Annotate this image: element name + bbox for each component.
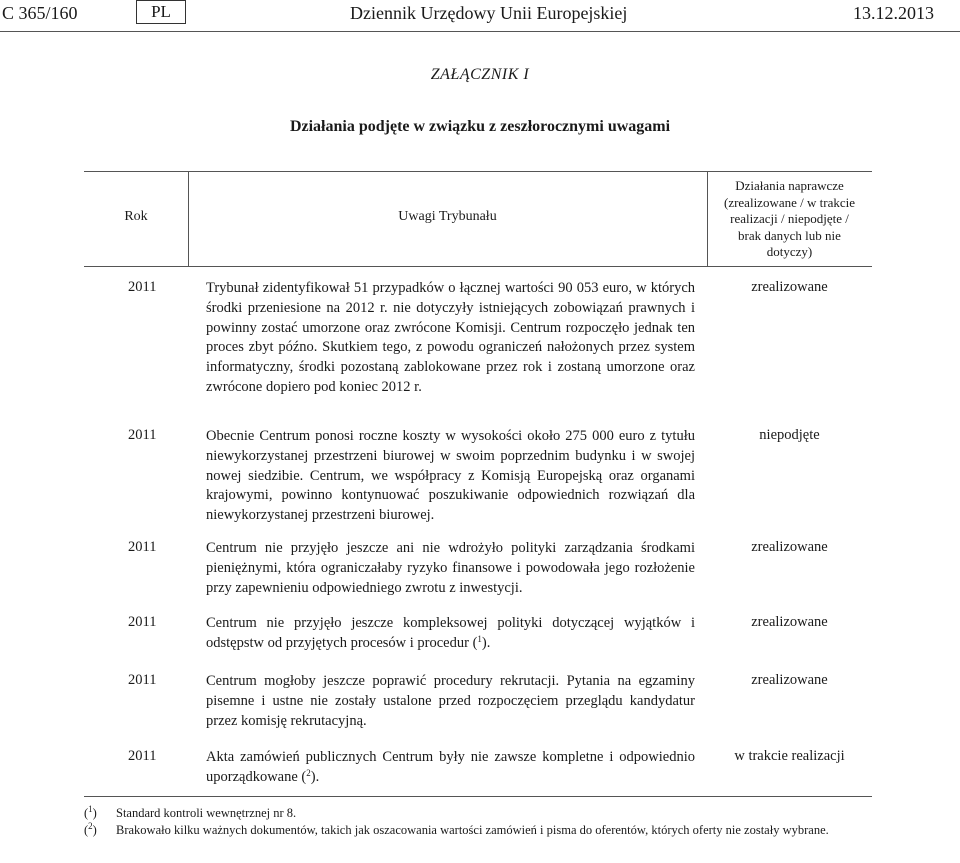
publication-date: 13.12.2013 [853, 3, 934, 23]
footnotes [84, 805, 874, 838]
row-remark: Trybunał zidentyfikował 51 przypadków o łącznej wartości 90 053 euro, w których środki przeniesione na 2012 r. nie dotyczyły istniejących zobowiązań prawnych i powinny zostać umorzone oraz zwrócone Komisji. Centrum rozpoczęło jednak ten proces zbyt późno. Skutkiem tego, z powodu ograniczeń nałożonych przez system informatyczny, środki pozostaną zablokowane przez rok i zostaną umorzone oraz zwrócone dopiero pod koniec 2012 r. [206, 280, 695, 395]
row-status: zrealizowane [751, 539, 828, 555]
remark-text: Akta zamówień publicznych Centrum były nie zawsze kompletne i odpowiednio uporządkowane ( [206, 749, 695, 785]
table-bottom-rule [84, 796, 872, 797]
row-year: 2011 [128, 614, 157, 630]
row-year: 2011 [128, 279, 157, 295]
remark-text-end: ). [481, 634, 491, 651]
header-line: brak danych lub nie [738, 227, 841, 243]
row-year: 2011 [128, 672, 157, 688]
row-year: 2011 [128, 748, 157, 764]
remark-text: Centrum nie przyjęło jeszcze kompleksowej polityki dotyczącej wyjątków i odstępstw od przyjętych procesów i procedur ( [206, 615, 695, 651]
row-remark: Centrum mogłoby jeszcze poprawić procedury rekrutacji. Pytania na egzaminy pisemne i ustne nie zostały ustalone przed rozpoczęciem przeglądu kandydatur przez komisję rekrutacyjną. [206, 673, 695, 729]
footnote-number: 2 [88, 820, 93, 831]
footnote-paren: ( [84, 822, 89, 837]
table-top-rule [84, 171, 872, 172]
footnote-text: Standard kontroli wewnętrznej nr 8. [116, 806, 297, 820]
journal-title: Dziennik Urzędowy Unii Europejskiej [350, 3, 628, 23]
header-line: (zrealizowane / w trakcie [723, 194, 855, 210]
header-line: realizacji / niepodjęte / [730, 211, 849, 226]
annex-title: ZAŁĄCZNIK I [430, 66, 530, 83]
remark-text-end: ). [310, 768, 320, 785]
column-header-remarks: Uwagi Trybunału [398, 209, 497, 224]
column-header-year: Rok [124, 209, 148, 224]
footnote-ref[interactable]: 1 [477, 633, 482, 644]
row-year: 2011 [128, 539, 157, 555]
footnote-text: Brakowało kilku ważnych dokumentów, takich jak oszacowania wartości zamówień i pisma do oferentów, których oferty nie zostały wybrane. [116, 822, 829, 837]
row-status: w trakcie realizacji [734, 748, 845, 764]
footnote-marker [84, 822, 116, 839]
header-line: dotyczy) [766, 244, 813, 259]
table-header-rule [84, 266, 872, 267]
row-status: niepodjęte [759, 427, 820, 443]
language-code-box: PL [136, 0, 186, 24]
row-remark [206, 748, 695, 788]
footnote-paren: ( [84, 806, 89, 820]
row-remark: Obecnie Centrum ponosi roczne koszty w wysokości około 275 000 euro z tytułu niewykorzystanej przestrzeni biurowej w swoim poprzednim budynku i w swojej nowej siedzibie. Centrum, we współpracy z Komisją Europejską oraz organami krajowymi, powinno kontynuować poszukiwanie odpowiednich rozwiązań dla niewykorzystanej przestrzeni biurowej. [206, 428, 695, 524]
row-remark [206, 614, 695, 654]
row-remark: Centrum nie przyjęło jeszcze ani nie wdrożyło polityki zarządzania środkami pieniężnymi, która ograniczałaby ryzyko finansowe i powodowała jego rozłożenie przy zapewnieniu odpowiedniego zwrotu z inwestycji. [206, 540, 695, 596]
footnote [84, 805, 874, 822]
footnote-ref[interactable]: 2 [306, 767, 311, 778]
footnote-number: 1 [88, 804, 93, 814]
header-line: Działania naprawcze [735, 178, 844, 193]
row-status: zrealizowane [751, 672, 828, 688]
page-reference: C 365/160 [2, 3, 78, 23]
row-status: zrealizowane [751, 279, 828, 295]
row-status: zrealizowane [751, 614, 828, 630]
footnote-marker [84, 805, 116, 822]
footnote [84, 822, 874, 839]
section-title: Działania podjęte w związku z zeszłorocznymi uwagami [289, 118, 671, 135]
footnote-paren: ) [92, 822, 97, 837]
row-year: 2011 [128, 427, 157, 443]
page-header [0, 0, 960, 32]
column-header-corrective-action [707, 178, 872, 261]
footnote-paren: ) [92, 806, 97, 820]
